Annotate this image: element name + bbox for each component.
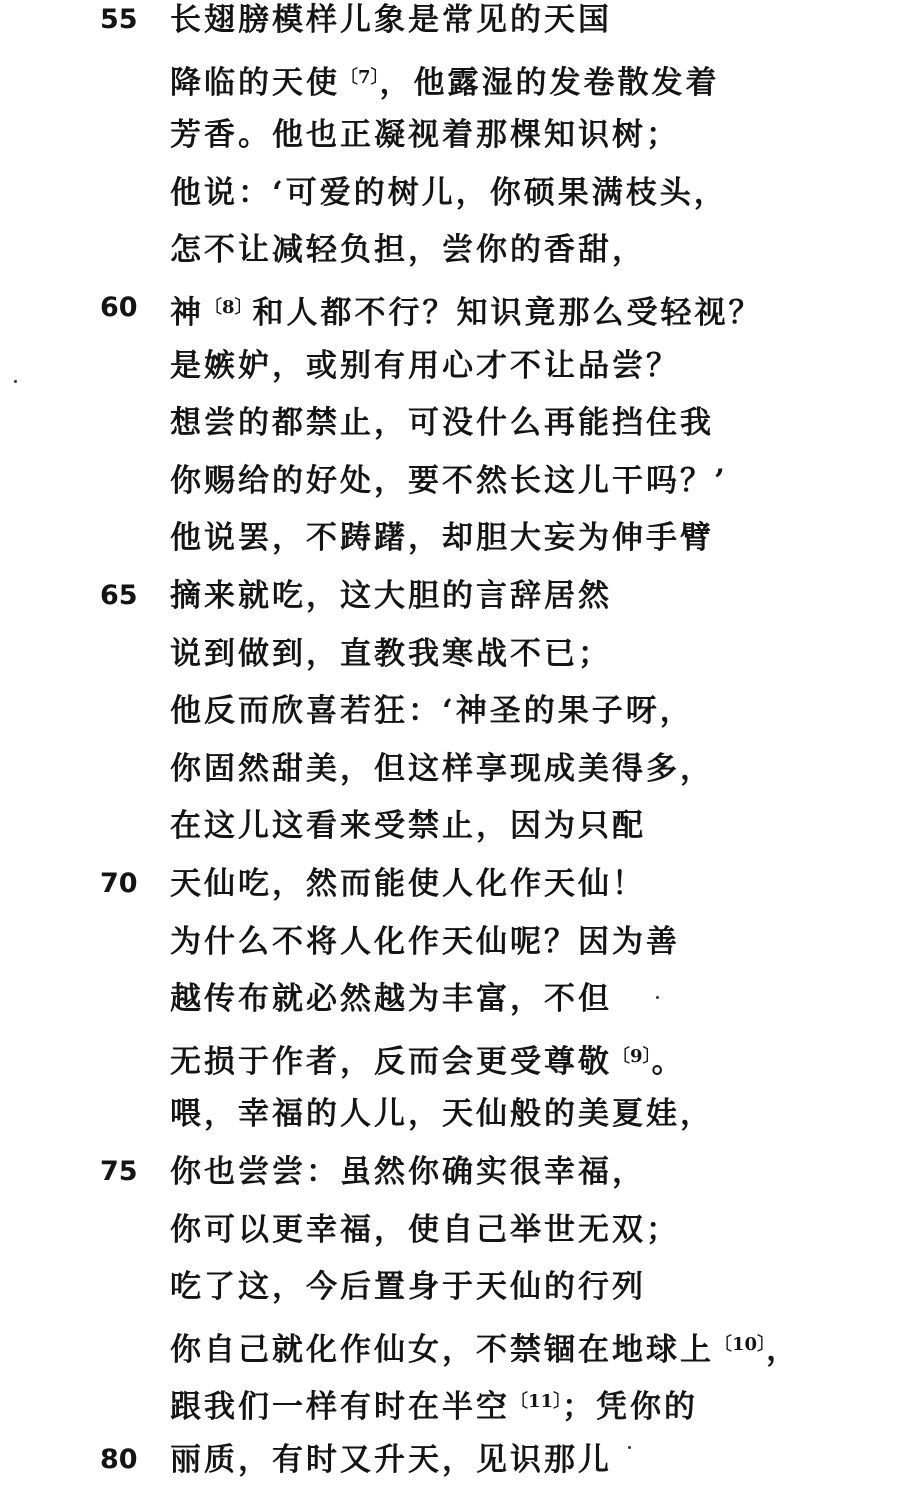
line-text xyxy=(170,749,714,789)
poem-line xyxy=(0,922,900,980)
poem-line xyxy=(0,749,900,807)
text-segment: 为什么不将人化作天仙呢？因为善 xyxy=(170,923,680,960)
line-number: 70 xyxy=(100,868,138,899)
text-segment: 你固然甜美，但这样享现成美得多， xyxy=(170,750,714,787)
line-number: 60 xyxy=(100,292,138,323)
line-text xyxy=(170,1037,686,1082)
text-segment: 怎不让减轻负担，尝你的香甜， xyxy=(170,232,646,269)
footnote-marker: 〔7〕 xyxy=(340,66,380,88)
text-segment: 丽质，有时又升天，见识那儿 xyxy=(170,1442,612,1478)
line-text xyxy=(170,1267,646,1307)
line-text xyxy=(170,346,680,386)
text-segment: 跟我们一样有时在半空 xyxy=(170,1389,510,1426)
text-segment: 他说罢，不踌躇，却胆大妄为伸手臂 xyxy=(170,520,714,557)
text-segment: 你赐给的好处，要不然长这儿干吗？’ xyxy=(170,462,728,499)
text-segment: ，他露湿的发卷散发着 xyxy=(379,64,720,101)
text-segment: 降临的天使 xyxy=(170,64,340,101)
line-text xyxy=(170,461,728,501)
footnote-marker: 〔10〕 xyxy=(714,1333,767,1355)
line-text xyxy=(170,922,680,962)
line-text xyxy=(170,634,612,674)
text-segment: 芳香。他也正凝视着那棵知识树； xyxy=(170,117,680,154)
poem-line xyxy=(0,1094,900,1152)
scan-speck xyxy=(656,996,659,999)
text-segment: 天仙吃，然而能使人化作天仙！ xyxy=(170,866,646,902)
line-text xyxy=(170,864,646,904)
text-segment: 无损于作者，反而会更受尊敬 xyxy=(170,1043,612,1080)
poem-line xyxy=(0,1037,900,1095)
footnote-marker: 〔11〕 xyxy=(510,1391,563,1413)
poem-line xyxy=(0,1267,900,1325)
line-text xyxy=(170,288,763,333)
scan-speck xyxy=(628,1446,631,1449)
line-text xyxy=(170,115,680,155)
line-number: 65 xyxy=(100,580,138,611)
text-segment: 神 xyxy=(170,295,204,331)
footnote-marker: 〔8〕 xyxy=(204,297,253,318)
text-segment: 你自己就化作仙女，不禁锢在地球上 xyxy=(170,1331,714,1368)
line-text xyxy=(170,230,646,270)
text-segment: 是嫉妒，或别有用心才不让品尝？ xyxy=(170,347,680,384)
poem-line xyxy=(0,806,900,864)
line-text xyxy=(170,1152,646,1192)
poem-line xyxy=(0,1325,900,1383)
line-number: 75 xyxy=(100,1156,138,1187)
text-segment: 喂，幸福的人儿，天仙般的美夏娃， xyxy=(170,1096,714,1133)
line-text xyxy=(170,1382,698,1427)
line-text xyxy=(170,518,714,558)
line-text xyxy=(170,691,694,731)
text-segment: 越传布就必然越为丰富，不但 xyxy=(170,981,612,1018)
text-segment: 他反而欣喜若狂：‘神圣的果子呀， xyxy=(170,693,694,730)
poem-line xyxy=(0,979,900,1037)
line-text xyxy=(170,1094,714,1134)
line-number: 80 xyxy=(100,1444,138,1475)
line-text xyxy=(170,173,728,213)
text-segment: 摘来就吃，这大胆的言辞居然 xyxy=(170,578,612,614)
line-number: 55 xyxy=(100,4,138,35)
line-text xyxy=(170,403,714,443)
text-segment: 长翅膀模样儿象是常见的天国 xyxy=(170,2,612,38)
line-text xyxy=(170,58,720,103)
poem-line xyxy=(0,173,900,231)
line-text xyxy=(170,576,612,616)
poem-line xyxy=(0,288,900,346)
text-segment: 吃了这，今后置身于天仙的行列 xyxy=(170,1269,646,1306)
line-text xyxy=(170,1440,612,1480)
poem-line xyxy=(0,691,900,749)
line-text xyxy=(170,806,646,846)
poem-line xyxy=(0,1210,900,1268)
text-segment: 说到做到，直教我寒战不已； xyxy=(170,635,612,672)
line-text xyxy=(170,1210,680,1250)
text-segment: 在这儿这看来受禁止，因为只配 xyxy=(170,808,646,845)
text-segment: 想尝的都禁止，可没什么再能挡住我 xyxy=(170,405,714,442)
text-segment: ；凭你的 xyxy=(562,1389,699,1426)
poem-line xyxy=(0,864,900,922)
scan-speck xyxy=(14,380,17,383)
text-segment: 和人都不行？知识竟那么受轻视？ xyxy=(252,295,763,331)
poem-line xyxy=(0,1440,900,1498)
text-segment: 你可以更幸福，使自己举世无双； xyxy=(170,1211,680,1248)
poem-line xyxy=(0,346,900,404)
line-text xyxy=(170,0,612,40)
poem-line xyxy=(0,518,900,576)
text-segment: ， xyxy=(766,1331,801,1368)
text-segment: 你也尝尝：虽然你确实很幸福， xyxy=(170,1154,646,1190)
text-segment: 。 xyxy=(651,1043,686,1080)
poem-line xyxy=(0,634,900,692)
poem-line xyxy=(0,1382,900,1440)
text-segment: 他说：‘可爱的树儿，你硕果满枝头， xyxy=(170,174,728,211)
footnote-marker: 〔9〕 xyxy=(612,1045,652,1067)
poem-line xyxy=(0,1152,900,1210)
poem-line xyxy=(0,58,900,116)
poem-line xyxy=(0,576,900,634)
line-text xyxy=(170,979,612,1019)
poem-line xyxy=(0,403,900,461)
poem-line xyxy=(0,461,900,519)
line-text xyxy=(170,1325,800,1370)
poem-line xyxy=(0,115,900,173)
poem-line xyxy=(0,230,900,288)
poem-line xyxy=(0,0,900,58)
